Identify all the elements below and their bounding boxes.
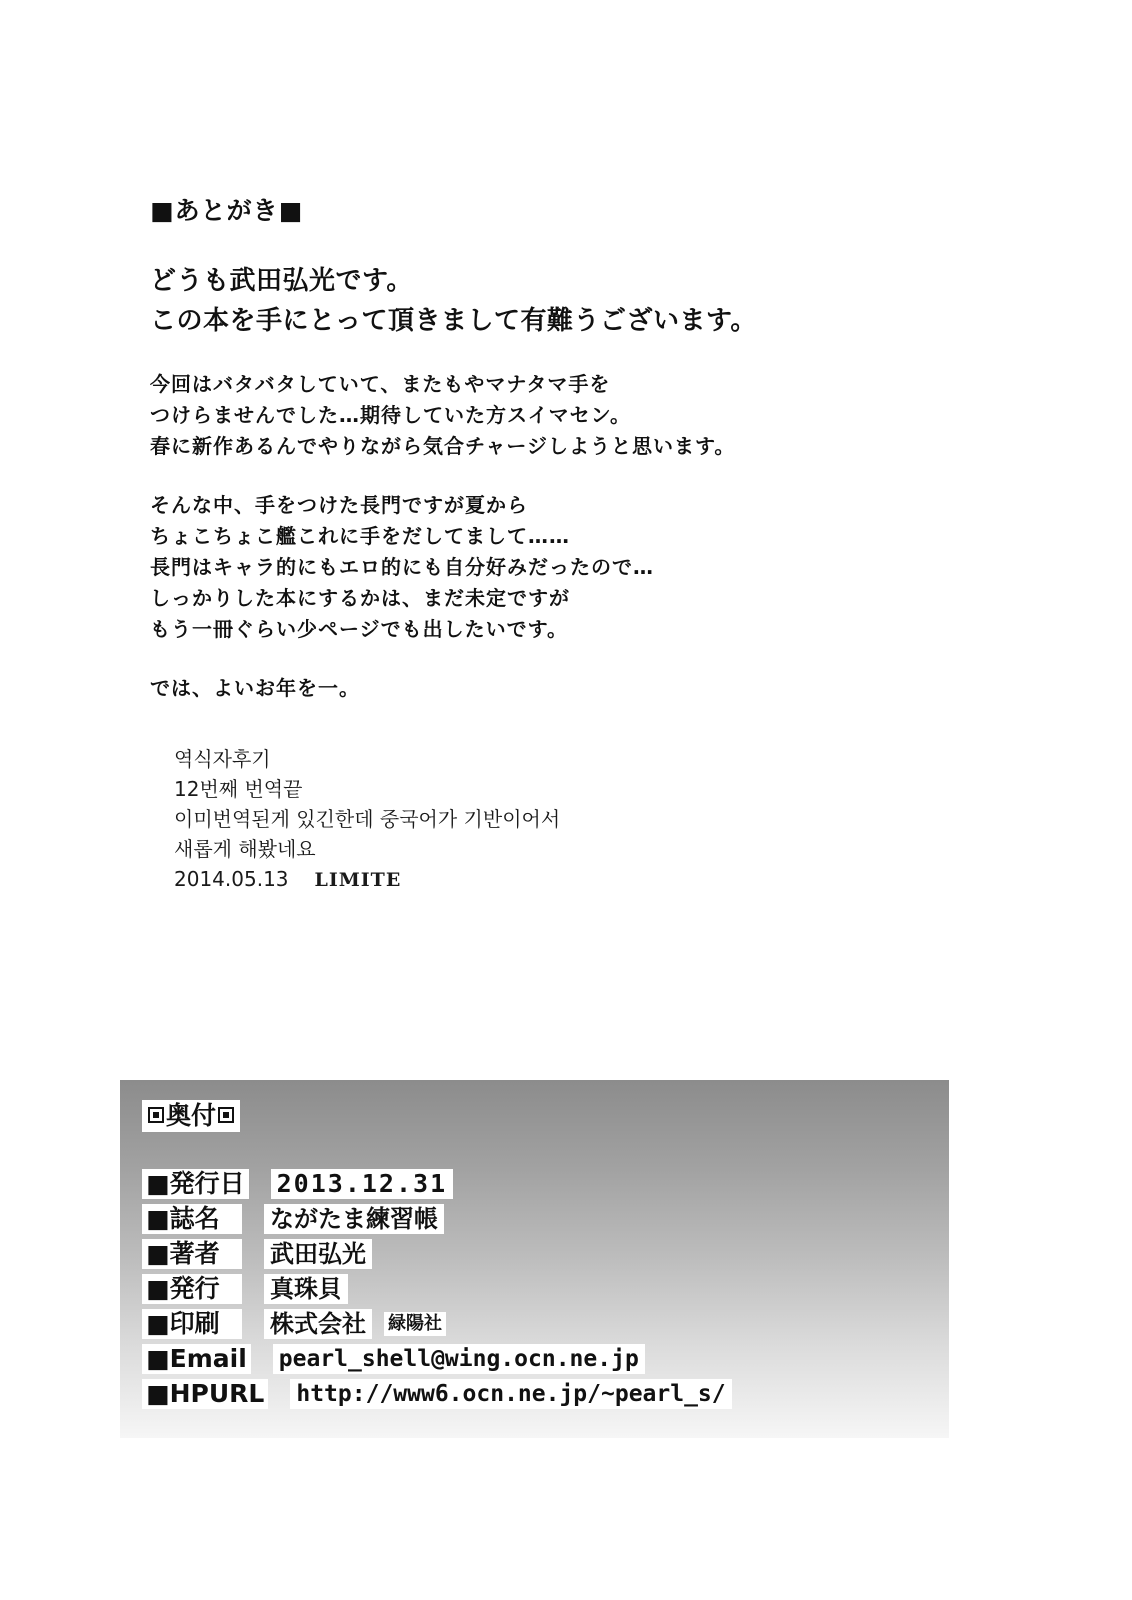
colophon-value: 真珠貝 bbox=[264, 1274, 348, 1304]
afterword-line: どうも武田弘光です。 bbox=[150, 266, 413, 296]
afterword-title: ■あとがき■ bbox=[150, 196, 304, 225]
afterword-line: ちょこちょこ艦これに手をだしてまして…… bbox=[150, 524, 570, 548]
afterword-line: では、よいお年を一。 bbox=[150, 676, 360, 700]
translator-note-line: 새롭게 해봤네요 bbox=[174, 837, 316, 861]
colophon-label: ■Email bbox=[142, 1344, 251, 1374]
colophon-row bbox=[142, 1166, 732, 1201]
afterword-paragraph bbox=[150, 673, 757, 704]
afterword-section bbox=[150, 195, 757, 732]
afterword-line: しっかりした本にするかは、まだ未定ですが bbox=[150, 586, 570, 610]
square-bullet-icon bbox=[148, 1107, 164, 1123]
afterword-line: この本を手にとって頂きまして有難うございます。 bbox=[150, 306, 757, 336]
colophon-label: ■印刷 bbox=[142, 1309, 242, 1339]
afterword-paragraph bbox=[150, 369, 757, 462]
colophon-label: ■誌名 bbox=[142, 1204, 242, 1234]
afterword-line: もう一冊ぐらい少ページでも出したいです。 bbox=[150, 617, 568, 641]
afterword-body bbox=[150, 261, 757, 704]
colophon-value: 株式会社 bbox=[264, 1309, 372, 1339]
colophon-row bbox=[142, 1236, 732, 1271]
colophon-panel bbox=[120, 1080, 949, 1438]
colophon-title bbox=[142, 1100, 240, 1132]
colophon-value: 2013.12.31 bbox=[271, 1169, 454, 1199]
afterword-line: 今回はバタバタしていて、またもやマナタマ手を bbox=[150, 372, 611, 396]
translator-note-line: 이미번역된게 있긴한데 중국어가 기반이어서 bbox=[174, 807, 561, 831]
translator-signature bbox=[174, 864, 560, 895]
translator-note-line: 역식자후기 bbox=[174, 747, 271, 771]
colophon-rows bbox=[142, 1166, 732, 1411]
colophon-label: ■著者 bbox=[142, 1239, 242, 1269]
translator-note-line: 12번째 번역끝 bbox=[174, 777, 303, 801]
afterword-line: 春に新作あるんでやりながら気合チャージしようと思います。 bbox=[150, 434, 736, 458]
colophon-label: ■発行 bbox=[142, 1274, 242, 1304]
square-bullet-icon bbox=[218, 1107, 234, 1123]
colophon-row bbox=[142, 1376, 732, 1411]
colophon-row bbox=[142, 1306, 732, 1341]
colophon-label: ■発行日 bbox=[142, 1169, 249, 1199]
afterword-line: つけらませんでした…期待していた方スイマセン。 bbox=[150, 403, 631, 427]
colophon-label: ■HPURL bbox=[142, 1379, 268, 1409]
afterword-line: そんな中、手をつけた長門ですが夏から bbox=[150, 493, 528, 517]
colophon-value: 武田弘光 bbox=[264, 1239, 372, 1269]
colophon-row bbox=[142, 1271, 732, 1306]
colophon-value: ながたま練習帳 bbox=[264, 1204, 444, 1234]
colophon-row bbox=[142, 1341, 732, 1376]
colophon-title-text: 奥付 bbox=[166, 1101, 217, 1130]
afterword-line: 長門はキャラ的にもエロ的にも自分好みだったので… bbox=[150, 555, 654, 579]
translator-date: 2014.05.13 bbox=[174, 867, 289, 891]
colophon-value: pearl_shell@wing.ocn.ne.jp bbox=[273, 1344, 645, 1374]
colophon-row bbox=[142, 1201, 732, 1236]
translator-credit: LIMITE bbox=[314, 869, 402, 891]
colophon-value-extra: 緑陽社 bbox=[384, 1312, 446, 1336]
translator-note bbox=[174, 744, 560, 895]
colophon-value: http://www6.ocn.ne.jp/~pearl_s/ bbox=[290, 1379, 731, 1409]
afterword-paragraph bbox=[150, 261, 757, 341]
afterword-paragraph bbox=[150, 490, 757, 645]
